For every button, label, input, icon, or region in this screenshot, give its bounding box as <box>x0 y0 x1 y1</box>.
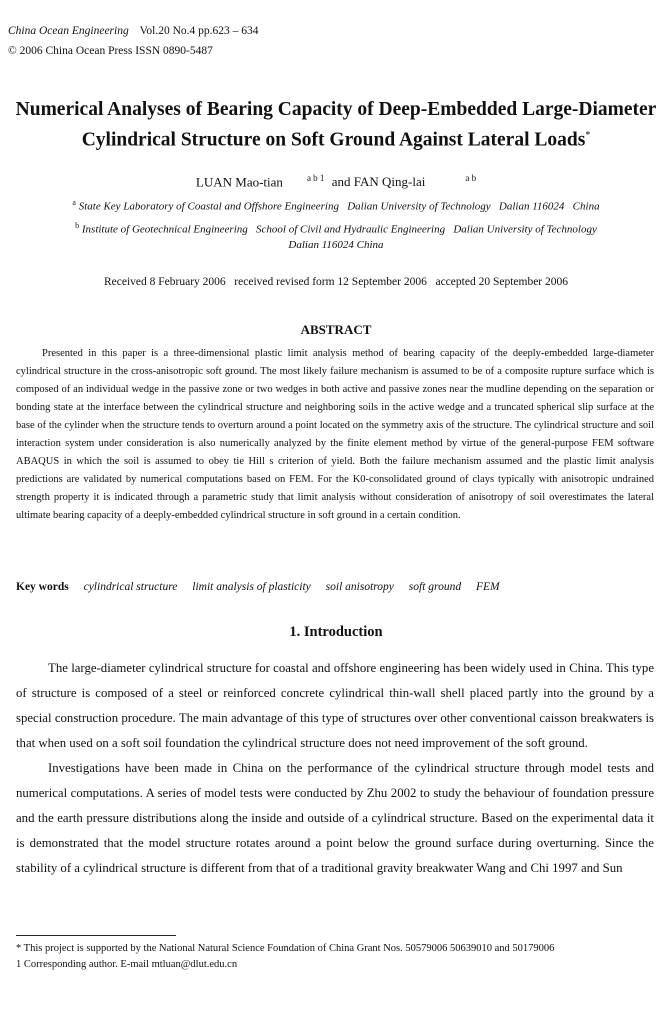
keyword-item: limit analysis of plasticity <box>192 581 311 593</box>
footnote-corresponding: 1 Corresponding author. E-mail mtluan@dlut.edu.cn <box>16 959 238 970</box>
abstract-text: Presented in this paper is a three-dimensional plastic limit analysis method of bearing capacity of the deeply-embedded large-diameter cylindrical structure in the cross-anisotropic soft ground. The most likely failure mechanism is assumed to be of a composite rupture surface which is composed of an individual wedge in the passive zone or two wedges in both active and passive zones near the mudline depending on the separation or bonding state at the interface between the cylindrical structure and neighboring soils in the active wedge and a truncated spherical slip surface at the base of the cylinder when the structure tends to overturn around a point located on the symmetry axis of the structure. The cylindrical structure and soil interaction system under consideration is also numerically analyzed by the finite element method by virtue of the general-purpose FEM software ABAQUS in which the soil is assumed to obey tie Hill s criterion of yield. Both the failure mechanism assumed and the plastic limit analysis predictions are validated by numerical computations based on FEM. For the K0-consolidated ground of clays typically with anisotropic undrained strength property it is indicated through a parametric study that limit analysis without consideration of anisotropy of soil overestimates the lateral ultimate bearing capacity of a deeply-embedded cylindrical structure in soft ground in a certain condition. <box>16 348 654 521</box>
author-1-marks: a b 1 <box>306 173 325 183</box>
author-2: and FAN Qing-lai <box>331 174 426 190</box>
affiliation-a <box>0 196 672 214</box>
introduction-body <box>16 656 654 881</box>
abstract-body <box>16 345 654 525</box>
section-heading-introduction: 1. Introduction <box>289 624 383 640</box>
journal-header <box>8 24 259 38</box>
footnote-funding: * This project is supported by the National Natural Science Foundation of China Grant Nos. 50579006 50639010 and 50179006 <box>16 943 555 954</box>
affiliation-b-text: Institute of Geotechnical Engineering School of Civil and Hydraulic Engineering Dalian University of Technology <box>81 223 597 236</box>
title-line-2: Cylindrical Structure on Soft Ground Against Lateral Loads <box>81 129 586 151</box>
author-1: LUAN Mao-tian <box>195 174 283 190</box>
footnotes <box>16 941 654 973</box>
keywords <box>16 581 654 593</box>
affiliation-a-text: State Key Laboratory of Coastal and Offshore Engineering Dalian University of Technology Dalian 116024 China <box>78 200 600 213</box>
keywords-label: Key words <box>16 581 69 593</box>
keyword-item: soil anisotropy <box>325 581 394 593</box>
intro-paragraph-1: The large-diameter cylindrical structure for coastal and offshore engineering has been widely used in China. This type of structure is composed of a steel or reinforced concrete cylindrical thin-wall shell placed partly into the ground by a special construction procedure. The main advantage of this type of structures over other conventional caisson breakwaters is that when used on a soft soil foundation the cylindrical structure does not need improvement of the soft ground. <box>16 661 654 750</box>
intro-paragraph-2: Investigations have been made in China on the performance of the cylindrical structure through model tests and numerical computations. A series of model tests were conducted by Zhu 2002 to study the behaviour of foundation pressure and the earth pressure distributions along the inside and outside of a cylindrical structure. Based on the experimental data it is demonstrated that the model structure rotates around a point below the ground surface during overturning. Since the stability of a cylindrical structure is different from that of a traditional gravity breakwater Wang and Chi 1997 and Sun <box>16 761 654 875</box>
title-footnote-mark: * <box>585 130 591 141</box>
paper-title <box>0 97 672 154</box>
abstract-heading: ABSTRACT <box>300 322 372 337</box>
keyword-item: cylindrical structure <box>83 581 178 593</box>
affiliation-b-city: Dalian 116024 China <box>288 239 384 251</box>
author-2-marks: a b <box>465 173 477 183</box>
title-line-1: Numerical Analyses of Bearing Capacity of Deep-Embedded Large-Diameter <box>15 99 657 120</box>
affiliation-b-mark: b <box>75 221 80 230</box>
affiliation-a-mark: a <box>72 198 76 207</box>
footnote-rule <box>16 935 176 936</box>
keyword-item: soft ground <box>408 581 462 593</box>
copyright-line: © 2006 China Ocean Press ISSN 0890-5487 <box>8 45 213 57</box>
keyword-item: FEM <box>475 581 500 593</box>
journal-volume: Vol.20 No.4 pp.623 – 634 <box>139 25 259 37</box>
received-dates: Received 8 February 2006 received revised form 12 September 2006 accepted 20 September 2006 <box>104 276 568 288</box>
affiliation-b <box>0 219 672 237</box>
journal-name: China Ocean Engineering <box>8 25 129 37</box>
author-line <box>0 170 672 190</box>
